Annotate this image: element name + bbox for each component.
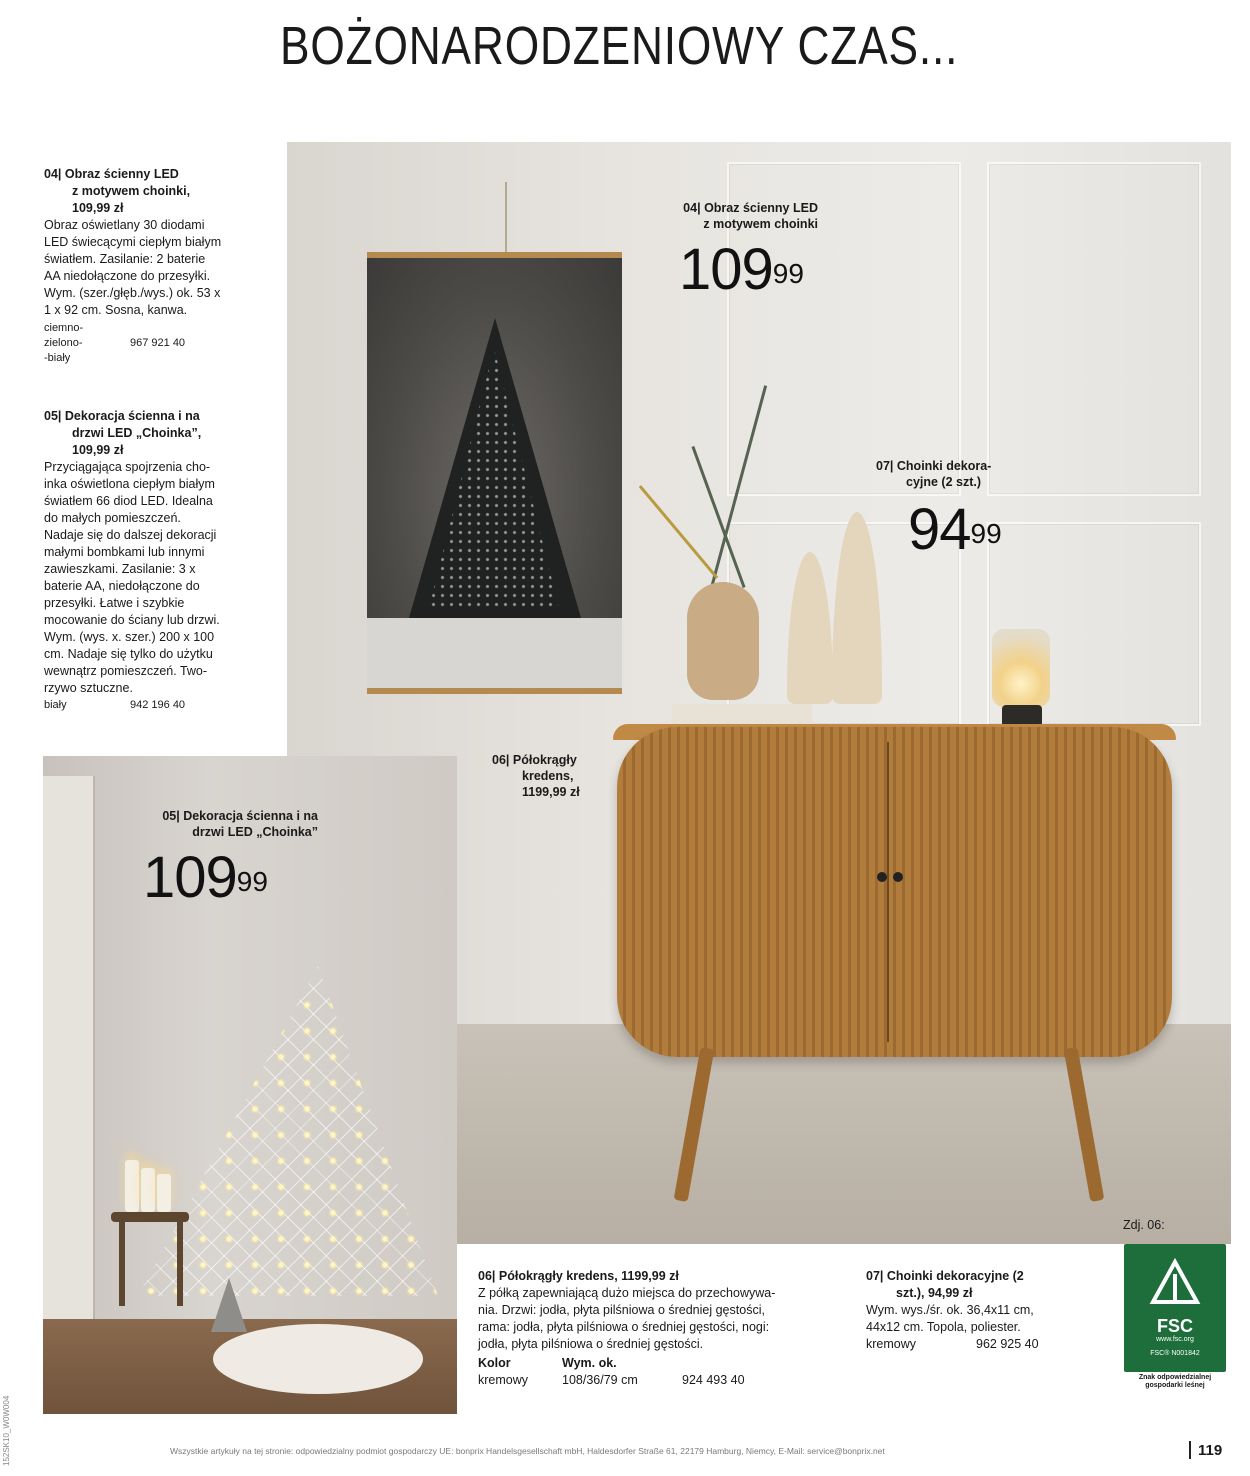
description-line: światłem 66 diod LED. Idealna (44, 494, 213, 508)
price-main: 109 (679, 237, 773, 302)
led-wall-poster (367, 252, 622, 694)
tag-title-line2: drzwi LED „Choinka” (192, 825, 318, 839)
tag-number: 07 (876, 459, 890, 473)
vase (687, 582, 759, 700)
page-headline: BOŻONARODZENIOWY CZAS... (280, 16, 959, 76)
fsc-tree-icon (1145, 1254, 1205, 1312)
column-header-color: Kolor (478, 1356, 511, 1370)
page-number-divider (1189, 1441, 1191, 1459)
variant-code: 962 925 40 (976, 1337, 1039, 1351)
variant-code: 967 921 40 (130, 337, 186, 349)
description-line: Z półką zapewniającą dużo miejsca do przechowywa- (478, 1286, 776, 1300)
description-line: Obraz oświetlany 30 diodami (44, 218, 205, 232)
description-line: do małych pomieszczeń. (44, 511, 181, 525)
dried-flower-stem (639, 485, 718, 579)
candle-icon (141, 1168, 155, 1212)
description-line: Wym. (szer./głęb./wys.) ok. 53 x (44, 286, 221, 300)
led-tree-net-lights (138, 966, 438, 1296)
price-cents: 99 (236, 866, 268, 897)
knob-icon (877, 872, 887, 882)
price-cents: 99 (772, 258, 804, 289)
product-title: Obraz ścienny LED (64, 167, 179, 181)
product-title-line2: szt.), 94,99 zł (896, 1286, 973, 1300)
description-line: LED świecącymi ciepłym białym (44, 235, 222, 249)
description-line: Nadaje się do dalszej dekoracji (44, 528, 217, 542)
stool-leg (177, 1220, 183, 1306)
variant-color: ciemno- (44, 322, 84, 334)
product-number: 07 (866, 1269, 880, 1283)
description-line: AA niedołączone do przesyłki. (44, 269, 211, 283)
product-07-description-block: 07| Choinki dekoracyjne (2 szt.), 94,99 zł Wym. wys./śr. ok. 36,4x11 cm, 44x12 cm. Topola, poliester. kremowy 962 925 40 (866, 1268, 1096, 1353)
product-title: Półokrągły kredens, 1199,99 zł (498, 1269, 679, 1283)
description-line: baterie AA, niedołączone do (44, 579, 200, 593)
tag-title: Półokrągły (512, 753, 577, 767)
gnome-icon (211, 1278, 247, 1332)
legal-footer: Wszystkie artykuły na tej stronie: odpowiedzialny podmiot gospodarczy UE: bonprix Handelsgesellschaft mbH, Haldesdorfer Straße 61, 22179 Hamburg, Niemcy, E-Mail: service@bonprix.net (170, 1446, 885, 1456)
product-price: 109,99 zł (72, 201, 124, 215)
fsc-logo (1124, 1244, 1226, 1372)
description-line: przesyłki. Łatwe i szybkie (44, 596, 185, 610)
product-05-description-block: 05| Dekoracja ścienna i na drzwi LED „Choinka”, 109,99 zł Przyciągająca spojrzenia cho- inka oświetlona ciepłym białym światłem 66 diod LED. Idealna do małych pomieszczeń. Nadaje się do dalszej dekoracji małymi bombkami lub innymi zawieszkami. Zasilanie: 3 x baterie AA, niedołączone do przesyłki. Łatwe i szybkie mocowanie do ściany lub drzwi. Wym. (wys. x. szer.) 200 x 100 cm. Nadaje się tylko do użytku wewnątrz pomieszczeń. Two- rzywo sztuczne. biały 942 196 40 (44, 408, 262, 714)
sideboard-door-split (887, 742, 889, 1042)
wall-panel (987, 162, 1201, 496)
poster-snow-ground (367, 618, 622, 688)
variant-color: kremowy (478, 1373, 529, 1387)
description-line: inka oświetlona ciepłym białym (44, 477, 215, 491)
description-line: małymi bombkami lub innymi (44, 545, 205, 559)
description-line: Przyciągająca spojrzenia cho- (44, 460, 211, 474)
description-line: światłem. Zasilanie: 2 baterie (44, 252, 206, 266)
price-tag-07: 07| Choinki dekora- cyjne (2 szt.) (876, 458, 1036, 490)
tag-number: 05 (162, 809, 177, 823)
product-title-line2: z motywem choinki, (72, 184, 191, 198)
fsc-license: FSC® N001842 (1150, 1350, 1200, 1357)
tag-number: 06 (492, 753, 506, 767)
candle-icon (157, 1174, 171, 1212)
fsc-photo-label: Zdj. 06: (1123, 1218, 1165, 1232)
fsc-logo-text: FSC (1157, 1316, 1193, 1336)
tag-title: Dekoracja ścienna i na (183, 809, 318, 823)
description-line: cm. Nadaje się tylko do użytku (44, 647, 213, 661)
half-round-sideboard (617, 727, 1172, 1057)
product-number: 05 (44, 409, 58, 423)
stool-leg (119, 1220, 125, 1306)
big-price-05 (143, 845, 268, 910)
fur-rug (213, 1324, 423, 1394)
price-tag-05: 05| Dekoracja ścienna i na drzwi LED „Choinka” (118, 808, 318, 840)
candle-icon (125, 1160, 139, 1212)
description-line: rzywo sztuczne. (44, 681, 133, 695)
variant-dimensions: 108/36/79 cm (562, 1373, 638, 1387)
product-number: 04 (44, 167, 58, 181)
product-06-description-block: 06| Półokrągły kredens, 1199,99 zł Z półką zapewniającą dużo miejsca do przechowywa- nia. Drzwi: jodła, płyta pilśniowa o średniej gęstości, rama: jodła, płyta pilśniowa o średniej gęstości, nogi: jodła, płyta pilśniowa o średniej gęstości. Kolor Wym. ok. kremowy 108/36/79 cm 924 493 40 (478, 1268, 858, 1389)
product-number: 06 (478, 1269, 492, 1283)
tag-title-line2: kredens, (522, 769, 574, 783)
description-line: zawieszkami. Zasilanie: 3 x (44, 562, 196, 576)
big-price-07 (908, 497, 1002, 562)
product-title-line2: drzwi LED „Choinka”, (72, 426, 202, 440)
product-title: Dekoracja ścienna i na (64, 409, 200, 423)
tag-title: Obraz ścienny LED (704, 201, 818, 215)
price-tag-04: 04| Obraz ścienny LED z motywem choinki (650, 200, 818, 232)
knob-icon (893, 872, 903, 882)
description-line: wewnątrz pomieszczeń. Two- (44, 664, 208, 678)
variant-color: -biały (44, 352, 71, 364)
tag-price: 1199,99 zł (522, 785, 580, 799)
lamp (992, 629, 1050, 707)
description-line: rama: jodła, płyta pilśniowa o średniej gęstości, nogi: (478, 1320, 770, 1334)
description-line: 44x12 cm. Topola, poliester. (866, 1320, 1021, 1334)
poster-string (505, 182, 507, 260)
variant-color: zielono- (44, 337, 83, 349)
tag-number: 04 (683, 201, 698, 215)
side-catalog-code: 152SK10_W0W004 (2, 1395, 11, 1466)
description-line: jodła, płyta pilśniowa o średniej gęstości. (478, 1337, 704, 1351)
variant-color: kremowy (866, 1337, 917, 1351)
price-main: 94 (908, 497, 971, 562)
price-cents: 99 (970, 518, 1002, 549)
variant-code: 942 196 40 (130, 699, 186, 711)
column-header-dimensions: Wym. ok. (562, 1356, 617, 1370)
description-line: nia. Drzwi: jodła, płyta pilśniowa o średniej gęstości, (478, 1303, 765, 1317)
price-main: 109 (143, 845, 237, 910)
big-price-04 (679, 237, 804, 302)
variant-color: biały (44, 699, 67, 711)
fsc-url: www.fsc.org (1156, 1336, 1194, 1343)
description-line: Wym. wys./śr. ok. 36,4x11 cm, (866, 1303, 1034, 1317)
description-line: Wym. (wys. x. szer.) 200 x 100 (44, 630, 215, 644)
tag-title-line2: z motywem choinki (703, 217, 818, 231)
fsc-note: Znak odpowiedzialnej gospodarki leśnej (1138, 1374, 1212, 1389)
tag-title-line2: cyjne (2 szt.) (906, 475, 982, 489)
product-04-description-block: 04| Obraz ścienny LED z motywem choinki, 109,99 zł Obraz oświetlany 30 diodami LED świecącymi ciepłym białym światłem. Zasilanie: 2 baterie AA niedołączone do przesyłki. Wym. (szer./głęb./wys.) ok. 53 x 1 x 92 cm. Sosna, kanwa. ciemno- zielono- -biały 967 921 40 (44, 166, 262, 366)
description-line: 1 x 92 cm. Sosna, kanwa. (44, 303, 188, 317)
product-title: Choinki dekoracyjne (2 (886, 1269, 1024, 1283)
description-line: mocowanie do ściany lub drzwi. (44, 613, 220, 627)
price-tag-06: 06| Półokrągły kredens, 1199,99 zł (492, 752, 612, 800)
variant-code: 924 493 40 (682, 1373, 745, 1387)
product-price: 109,99 zł (72, 443, 124, 457)
door-frame (43, 776, 95, 1336)
page-number: 119 (1198, 1442, 1223, 1459)
tag-title: Choinki dekora- (896, 459, 992, 473)
